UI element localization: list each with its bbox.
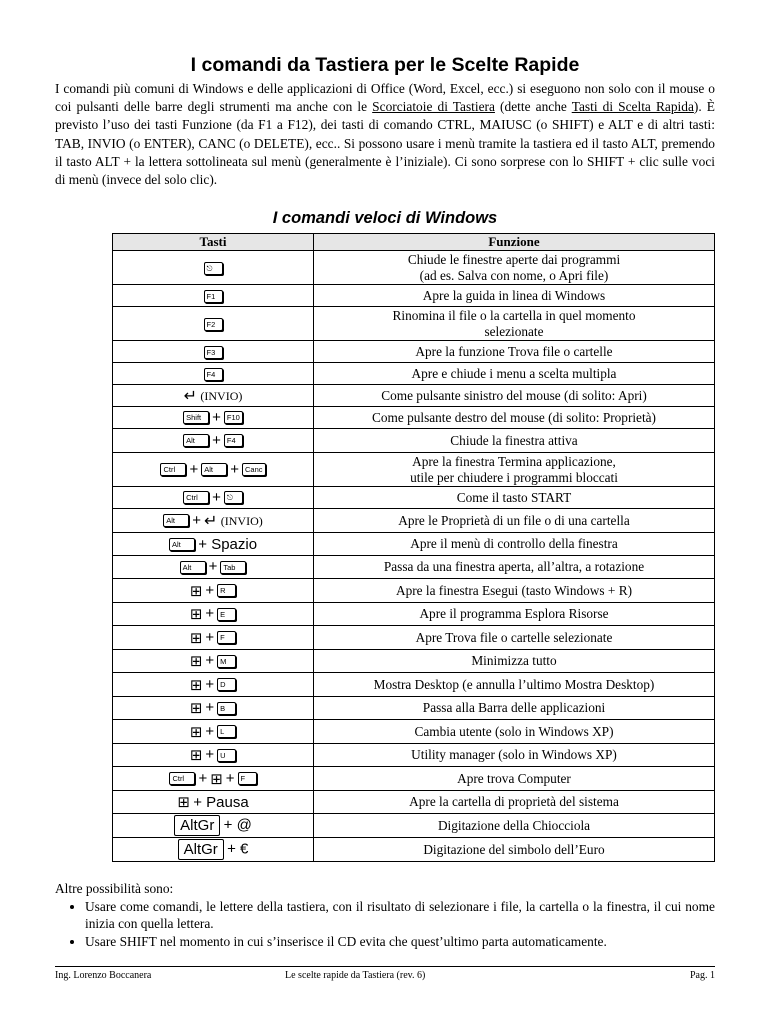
table-row [113, 767, 715, 791]
f4-key: F4 [204, 368, 223, 381]
b-key: B [217, 702, 236, 715]
intro-term-scorciatoie: Scorciatoie di Tastiera [372, 99, 495, 115]
keys-cell [113, 307, 314, 341]
windows-key-icon: ⊞ [189, 675, 203, 694]
function-cell [314, 307, 715, 341]
additional-notes [55, 880, 715, 950]
windows-key-icon: ⊞ [189, 699, 203, 718]
e-key: E [217, 608, 236, 621]
alt-key: Alt [163, 514, 189, 527]
plus-sign: + [192, 511, 202, 529]
table-row [113, 791, 715, 814]
windows-key-icon: ⊞ [189, 746, 203, 765]
table-row [113, 453, 715, 487]
ctrl-key: Ctrl [183, 491, 209, 504]
alt-key: Alt [169, 538, 195, 551]
r-key: R [217, 584, 236, 597]
header-keys: Tasti [113, 234, 314, 251]
function-text: (ad es. Salva con nome, o Apri file) [419, 267, 609, 283]
table-row [113, 251, 715, 285]
l-key: L [217, 725, 236, 738]
function-cell: Apre il programma Esplora Risorse [314, 603, 715, 626]
keys-cell [113, 487, 314, 509]
function-cell: Apre e chiude i menu a scelta multipla [314, 363, 715, 385]
altgr-key: AltGr [178, 839, 224, 860]
shortcut-table [112, 233, 715, 862]
table-row [113, 509, 715, 533]
alt-key: Alt [180, 561, 206, 574]
table-row [113, 720, 715, 744]
keys-cell [113, 744, 314, 767]
function-cell: Apre Trova file o cartelle selezionate [314, 626, 715, 650]
function-cell [314, 251, 715, 285]
ctrl-key: Ctrl [160, 463, 186, 476]
pausa-label: + Pausa [193, 793, 249, 811]
page-title: I comandi da Tastiera per le Scelte Rapide [190, 54, 580, 76]
table-row [113, 626, 715, 650]
function-text: Rinomina il file o la cartella in quel momento [392, 307, 636, 323]
section-title: I comandi veloci di Windows [272, 209, 498, 227]
function-cell: Apre la guida in linea di Windows [314, 285, 715, 307]
spazio-label: + Spazio [198, 535, 258, 553]
footer-doc-title: Le scelte rapide da Tastiera (rev. 6) [285, 970, 426, 981]
function-text: utile per chiudere i programmi bloccati [410, 469, 618, 485]
plus-sign: + [212, 408, 221, 426]
function-cell: Cambia utente (solo in Windows XP) [314, 720, 715, 744]
function-cell: Apre la finestra Esegui (tasto Windows + R) [314, 579, 715, 603]
plus-sign: + [205, 699, 215, 717]
windows-key-icon: ⊞ [177, 793, 190, 812]
table-header-row [113, 234, 715, 251]
plus-sign: + [212, 488, 221, 506]
intro-paragraph [55, 80, 715, 189]
f3-key: F3 [204, 346, 223, 359]
at-label: + @ [223, 816, 252, 834]
table-row [113, 385, 715, 407]
function-cell: Apre la cartella di proprietà del sistema [314, 791, 715, 814]
keys-cell [113, 767, 314, 791]
table-row [113, 838, 715, 862]
list-item: • Usare come comandi, le lettere della tastiera, con il risultato di selezionare i file, la cartella o la finestra, il cui nome inizia con quella lettera. [85, 898, 715, 933]
table-row [113, 556, 715, 579]
keys-cell [113, 791, 314, 814]
keys-cell [113, 626, 314, 650]
list-item: • Usare SHIFT nel momento in cui s’inserisce il CD evita che quest’ultimo parta automaticamente. [85, 933, 715, 951]
table-row [113, 307, 715, 341]
plus-sign: + [205, 722, 215, 740]
plus-sign: + [205, 605, 215, 623]
alt-key: Alt [183, 434, 209, 447]
enter-key-icon: ↵ [183, 385, 198, 405]
footer-author: Ing. Lorenzo Boccanera [55, 970, 152, 981]
windows-key-icon: ⊞ [189, 581, 203, 600]
table-row [113, 697, 715, 720]
keys-cell [113, 285, 314, 307]
windows-key-icon: ⊞ [189, 605, 203, 624]
function-cell: Utility manager (solo in Windows XP) [314, 744, 715, 767]
table-row [113, 603, 715, 626]
alt-key: Alt [201, 463, 227, 476]
plus-sign: + [205, 746, 215, 764]
keys-cell [113, 720, 314, 744]
plus-sign: + [205, 675, 215, 693]
intro-text-2: (dette anche [494, 99, 572, 115]
function-cell: Digitazione della Chiocciola [314, 814, 715, 838]
table-row [113, 533, 715, 556]
table-row [113, 429, 715, 453]
keys-cell [113, 453, 314, 487]
tab-key: Tab [220, 561, 246, 574]
plus-sign: + [208, 558, 218, 576]
table-row [113, 650, 715, 673]
function-cell: Come pulsante sinistro del mouse (di solito: Apri) [314, 385, 715, 407]
plus-sign: + [205, 652, 215, 670]
plus-sign: + [230, 460, 239, 478]
table-row [113, 363, 715, 385]
u-key: U [217, 749, 236, 762]
function-cell: Apre la funzione Trova file o cartelle [314, 341, 715, 363]
esc-key: ⎋ [204, 262, 223, 275]
plus-sign: + [205, 581, 215, 599]
notes-lead: Altre possibilità sono: [55, 881, 174, 896]
function-cell: Come pulsante destro del mouse (di solito: Proprietà) [314, 407, 715, 429]
intro-term-tasti-scelta: Tasti di Scelta Rapida [571, 99, 694, 115]
table-row [113, 673, 715, 697]
windows-key-icon: ⊞ [189, 652, 203, 671]
function-cell: Mostra Desktop (e annulla l’ultimo Mostra Desktop) [314, 673, 715, 697]
table-row [113, 579, 715, 603]
f1-key: F1 [204, 290, 223, 303]
windows-key-icon: ⊞ [210, 769, 223, 788]
intro-text-3: ). È previsto l’uso dei tasti Funzione (da F1 a F12), dei tasti di comando CTRL, MAIUSC (o SHIFT) e ALT e di altri tasti: TAB, INVIO (o ENTER), CANC (o DELETE), ecc.. Si possono usare i menù tramite la tastiera ed il tasto ALT, premendo il tasto ALT + la lettera sottolineata sul menù (generalmente è l’iniziale). Ci sono sorprese con lo SHIFT + clic sulle voci di menù (invece del solo clic). [55, 99, 715, 188]
f10-key: F10 [224, 411, 243, 424]
function-text: Chiude le finestre aperte dai programmi [407, 251, 621, 267]
plus-sign: + [198, 769, 208, 787]
keys-cell [113, 603, 314, 626]
plus-sign: + [189, 460, 199, 478]
keys-cell [113, 814, 314, 838]
keys-cell [113, 673, 314, 697]
function-cell: Minimizza tutto [314, 650, 715, 673]
keys-cell [113, 385, 314, 407]
ctrl-key: Ctrl [169, 772, 195, 785]
footer-page-number: Pag. 1 [690, 970, 715, 981]
keys-cell [113, 429, 314, 453]
plus-sign: + [212, 431, 221, 449]
table-row [113, 487, 715, 509]
keys-cell [113, 363, 314, 385]
function-text: Apre la finestra Termina applicazione, [412, 453, 616, 469]
keys-cell [113, 407, 314, 429]
keys-cell [113, 533, 314, 556]
function-cell: Digitazione del simbolo dell’Euro [314, 838, 715, 862]
table-row [113, 341, 715, 363]
plus-sign: + [205, 628, 215, 646]
keys-cell [113, 697, 314, 720]
function-cell: Passa da una finestra aperta, all’altra, a rotazione [314, 556, 715, 579]
keys-cell [113, 650, 314, 673]
f2-key: F2 [204, 318, 223, 331]
f4-key: F4 [224, 434, 243, 447]
intro-text-1: I comandi più comuni di Windows e delle applicazioni di Office (Word, Excel, ecc.) si eseguono non solo con il mouse o coi pulsanti delle barre degli strumenti ma anche con le [55, 81, 715, 115]
m-key: M [217, 655, 236, 668]
euro-label: + € [227, 840, 249, 858]
function-cell: Apre il menù di controllo della finestra [314, 533, 715, 556]
function-cell: Come il tasto START [314, 487, 715, 509]
keys-cell [113, 838, 314, 862]
table-row [113, 285, 715, 307]
notes-list [55, 898, 715, 951]
table-row [113, 407, 715, 429]
table-row [113, 744, 715, 767]
f-key: F [238, 772, 257, 785]
keys-cell [113, 509, 314, 533]
footer-divider [55, 966, 715, 967]
shift-key: Shift [183, 411, 209, 424]
invio-label: (INVIO) [220, 513, 263, 528]
keys-cell [113, 251, 314, 285]
plus-sign: + [225, 769, 235, 787]
f-key: F [217, 631, 236, 644]
windows-key-icon: ⊞ [189, 628, 203, 647]
function-cell: Chiude la finestra attiva [314, 429, 715, 453]
keys-cell [113, 341, 314, 363]
function-cell [314, 453, 715, 487]
esc-key: ⎋ [224, 491, 243, 504]
d-key: D [217, 678, 236, 691]
windows-key-icon: ⊞ [189, 722, 203, 741]
function-cell: Apre trova Computer [314, 767, 715, 791]
altgr-key: AltGr [174, 815, 220, 836]
invio-label: (INVIO) [200, 388, 243, 403]
enter-key-icon: ↵ [204, 510, 218, 530]
function-cell: Passa alla Barra delle applicazioni [314, 697, 715, 720]
canc-key: Canc [242, 463, 266, 476]
table-row [113, 814, 715, 838]
function-text: selezionate [484, 323, 544, 339]
keys-cell [113, 579, 314, 603]
header-function: Funzione [314, 234, 715, 251]
keys-cell [113, 556, 314, 579]
function-cell: Apre le Proprietà di un file o di una cartella [314, 509, 715, 533]
